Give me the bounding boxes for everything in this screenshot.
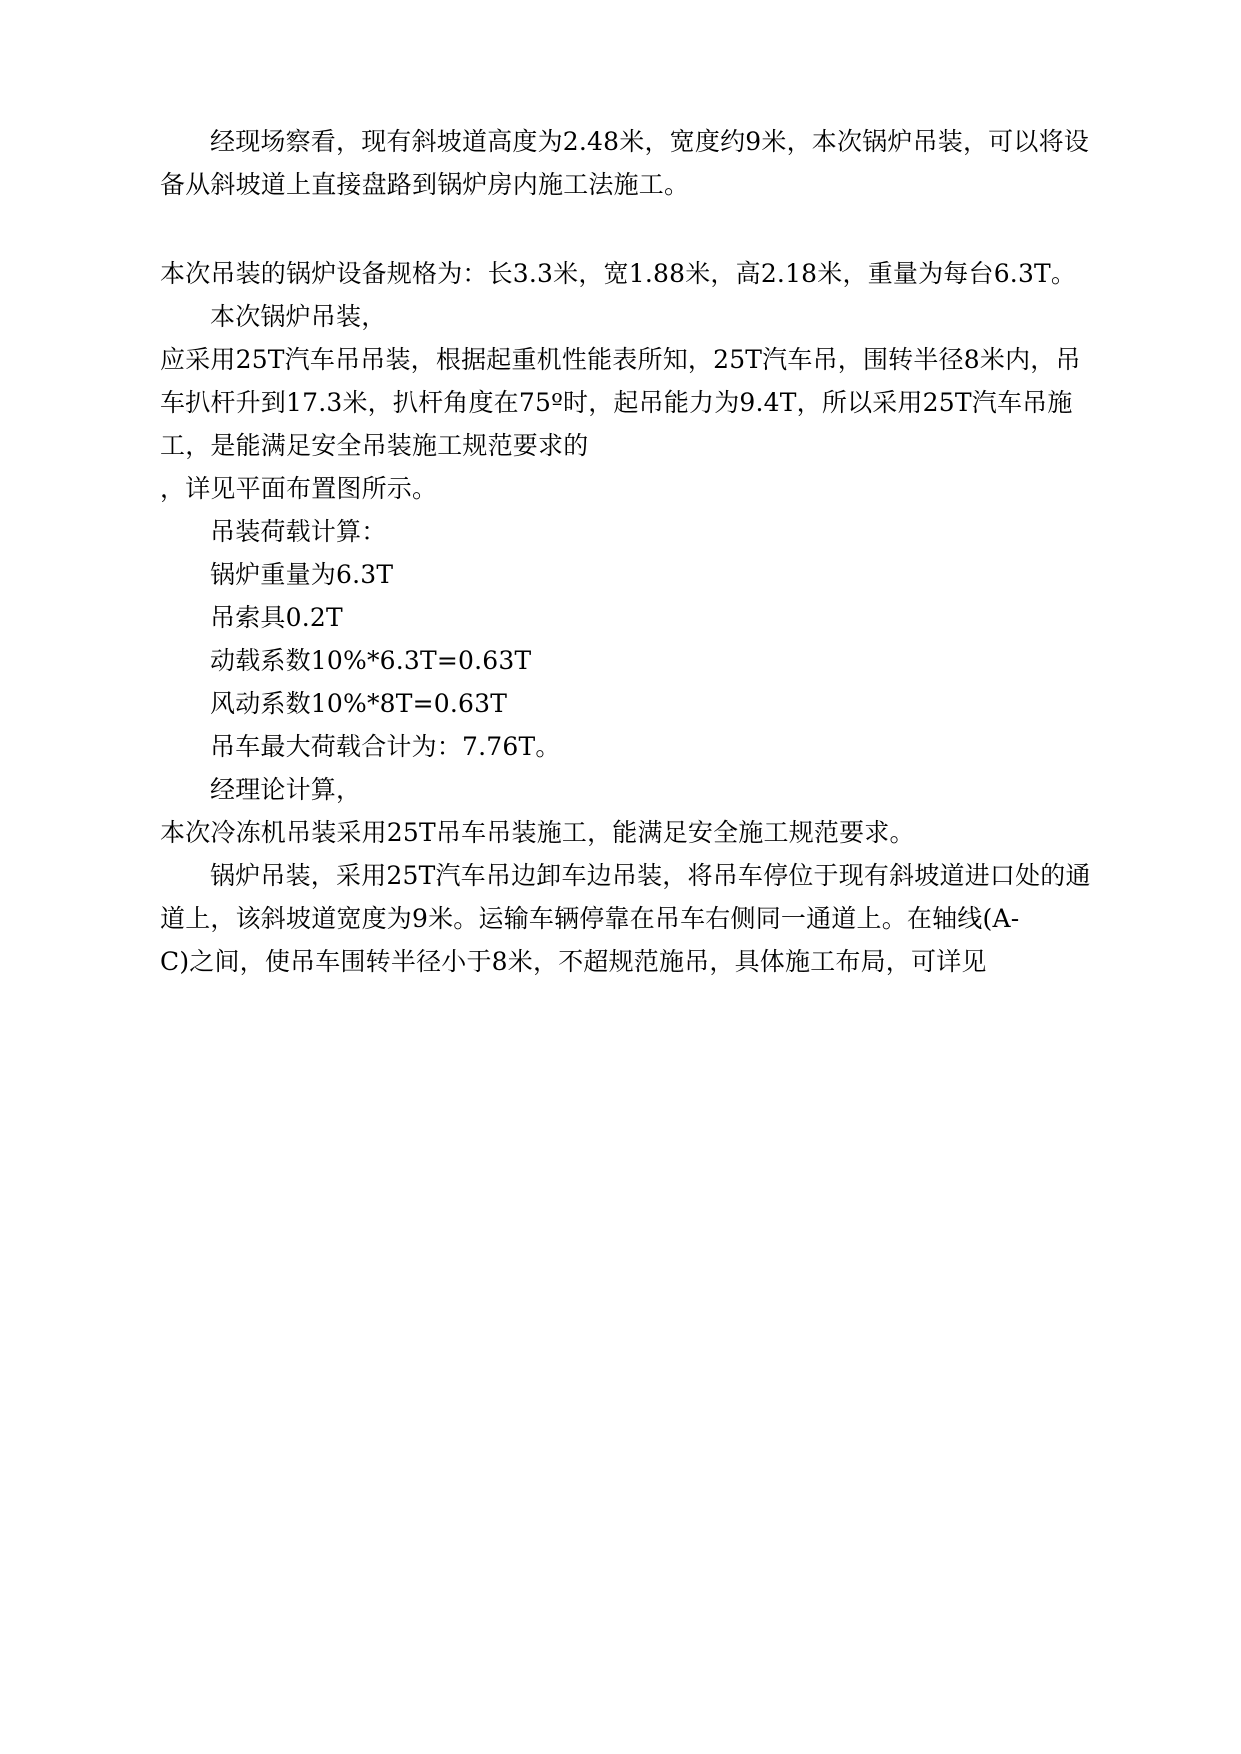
paragraph-4: 应采用25T汽车吊吊装，根据起重机性能表所知，25T汽车吊，围转半径8米内，吊车扒杆升到17.3米，扒杆角度在75º时，起吊能力为9.4T，所以采用25T汽车吊施工，是能满足安全吊装施工规范要求的 [160, 345, 1081, 460]
paragraph-1: 经现场察看，现有斜坡道高度为2.48米，宽度约9米，本次锅炉吊装，可以将设备从斜坡道上直接盘路到锅炉房内施工法施工。 [160, 127, 1089, 199]
paragraph-12: 经理论计算， [210, 775, 362, 804]
paragraph-2: 本次吊装的锅炉设备规格为：长3.3米，宽1.88米，高2.18米，重量为每台6.3T。 [160, 259, 1077, 288]
paragraph-11-total-load: 吊车最大荷载合计为：7.76T。 [210, 732, 561, 761]
paragraph-3: 本次锅炉吊装， [210, 302, 387, 331]
paragraph-13: 本次冷冻机吊装采用25T吊车吊装施工，能满足安全施工规范要求。 [160, 818, 915, 847]
paragraph-14: 锅炉吊装，采用25T汽车吊边卸车边吊装，将吊车停位于现有斜坡道进口处的通道上，该斜坡道宽度为9米。运输车辆停靠在吊车右侧同一通道上。在轴线(A- [160, 861, 1091, 933]
paragraph-9-dynamic-factor: 动载系数10%*6.3T=0.63T [210, 646, 532, 675]
paragraph-spacer [160, 206, 1091, 252]
paragraph-5: ，详见平面布置图所示。 [160, 474, 438, 503]
paragraph-8-rigging-weight: 吊索具0.2T [210, 603, 343, 632]
paragraph-7-boiler-weight: 锅炉重量为6.3T [210, 560, 394, 589]
document-body [160, 120, 1091, 983]
paragraph-15: C)之间，使吊车围转半径小于8米，不超规范施吊，具体施工布局，可详见 [160, 947, 987, 976]
paragraph-10-wind-factor: 风动系数10%*8T=0.63T [210, 689, 508, 718]
paragraph-6-load-calc-heading: 吊装荷载计算： [210, 517, 387, 546]
